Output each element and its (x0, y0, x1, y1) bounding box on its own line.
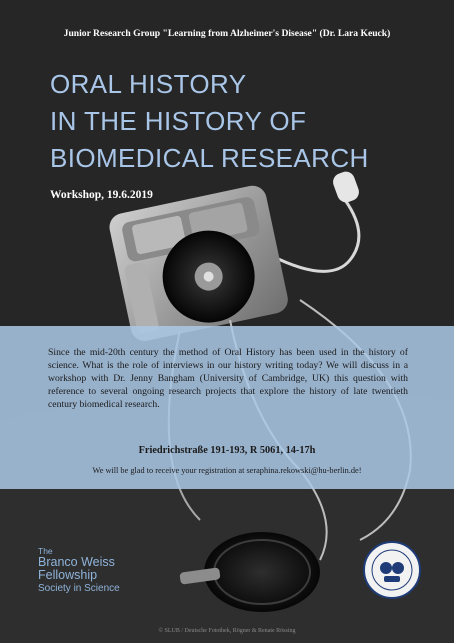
info-box (0, 326, 454, 489)
venue-address: Friedrichstraße 191-193, R 5061, 14-17h (138, 445, 316, 456)
fellowship-line-3: Fellowship (38, 568, 98, 582)
workshop-date: Workshop, 19.6.2019 (50, 189, 153, 201)
photo-credit: © SLUB / Deutsche Fotothek, Rögner & Renate Rössing (158, 628, 296, 634)
registration-note: We will be glad to receive your registration at seraphina.rekowski@hu-berlin.de! (92, 466, 362, 475)
fellowship-line-4: Society in Science (38, 583, 120, 594)
fellowship-line-1: The (38, 546, 53, 556)
fellowship-line-2: Branco Weiss (38, 555, 115, 569)
title-line-3: BIOMEDICAL RESEARCH (50, 143, 369, 173)
workshop-description: Since the mid-20th century the method of Oral History has been used in the history of science. What is the role of interviews in our history writing today? We will discuss in a workshop with Dr. Jenny Bangham (University of Cambridge, UK) this question with reference to several ongoing research projects that explore the history of late twentieth century biomedical research. (48, 347, 408, 411)
title-line-1: ORAL HISTORY (50, 69, 247, 99)
branco-weiss-logo (38, 547, 120, 594)
university-seal-icon (362, 540, 422, 600)
poster-title (50, 66, 440, 177)
research-group-line: Junior Research Group "Learning from Alzheimer's Disease" (Dr. Lara Keuck) (63, 28, 391, 39)
title-line-2: IN THE HISTORY OF (50, 106, 307, 136)
